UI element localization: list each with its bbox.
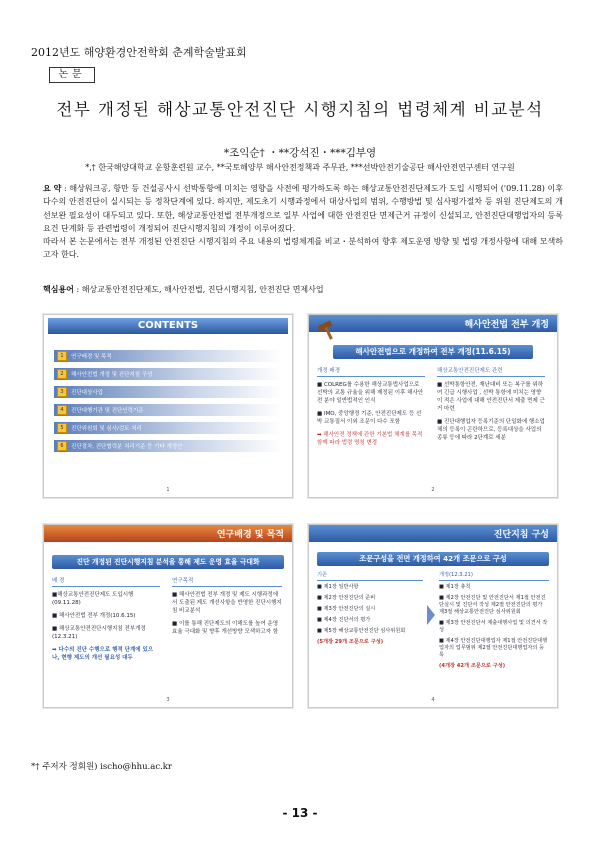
list-item: ■ 선박통항안전, 재난대비 또는 복구를 위하여 긴급 시행사업 , 선박 통항에 미치는 영향이 적은 사업에 대해 안전진단서 제출 면제 근거 마련 [437, 382, 545, 412]
list-item: ■ 해사안전법 전부 개정(10.6.15) [52, 613, 136, 619]
list-item: ■ 제5장 해상교통안전진단 심사위원회 [317, 628, 406, 634]
right-column [437, 367, 545, 447]
slide-background [43, 524, 293, 708]
list-item: ■ IMO, 중앙행정 기준, 안전진단제도 등 선박 교통질서 이외 조문이 다수 포함 [317, 411, 422, 425]
slide-law-revision [308, 314, 558, 498]
keywords-text: : 해상교통안전진단제도, 해사안전법, 진단시행지침, 안전진단 면제사업 [76, 285, 324, 294]
summary-text: (5개장 29개 조문으로 구성) [317, 639, 384, 645]
list-item: ■ 제4장 안전진단대행업자 제1절 안전진단대행업자의 업무범위 제2절 안전진단대행업자의 등록 [439, 638, 548, 658]
column-heading: 연구목적 [172, 577, 282, 587]
conference-header: 2012년도 해양환경안전학회 춘계학술발표회 [31, 46, 247, 59]
list-item: ■ 제3장 안전진단의 실시 [317, 606, 376, 612]
column-heading: 기존 [317, 572, 423, 581]
abstract-text-2: 따라서 본 논문에서는 전부 개정된 안전진단 시행지침의 주요 내용의 법령체계를 비교・분석하여 향후 제도운영 방향 및 법령 개정사항에 대해 모색하고자 한다. [43, 237, 563, 260]
summary-text: (4개장 42개 조문으로 구성) [439, 663, 506, 669]
authors: *조익순† ・**강석진・***김부영 [223, 147, 377, 159]
number-badge: 6 [57, 441, 67, 451]
right-column [172, 577, 282, 641]
list-item: ■ COLREG를 수용한 해상교통법사업으로 선박의 교통 규율을 위해 제정된 이후 해사안전 분야 일반법적인 인식 [317, 382, 424, 404]
conclusion-text: ➡ 해사안전 정책에 관한 기본법 체계를 목적 함께 따라 법령 명칭 변경 [317, 432, 423, 446]
arrow-right-icon [427, 605, 435, 625]
list-item: 5 진단위원회 및 심사/검토 처리 [54, 422, 282, 434]
list-item: ■ 제3장 안전진단서 제출대행사업 및 의견서 작성 [439, 620, 548, 633]
number-badge: 4 [57, 405, 67, 415]
slide-contents [43, 314, 293, 498]
slide-headline: 진단 개정된 진단시행지침 분석을 통해 제도 운영 효율 극대화 [52, 555, 284, 569]
paper-title: 전부 개정된 해상교통안전진단 시행지침의 법령체계 비교분석 [56, 100, 544, 119]
abstract [43, 182, 563, 262]
slide-number: 4 [431, 697, 435, 703]
slide-title: CONTENTS [48, 318, 288, 334]
list-item: ■ 해사안전법 전부 개정 및 제도 시행과정에서 도출된 제도 개선사항을 반영한 진단시행지침 비교분석 [172, 592, 282, 614]
left-column [317, 572, 423, 650]
slide-number: 2 [431, 487, 435, 493]
slide-number: 3 [166, 697, 170, 703]
slide-header-bar [309, 525, 557, 542]
list-item: 6 진단절차, 진단협력분 처리기준 등 기타 개정안 [54, 440, 282, 452]
slide-number: 1 [166, 487, 170, 493]
slide-header-bar [309, 315, 557, 332]
slide-header-bar [44, 525, 292, 542]
list-item: 1 연구배경 및 목적 [54, 350, 282, 362]
contents-list [54, 350, 282, 458]
list-item: ■ 진단대행업자 등록기준의 단일화에 행소업체의 등록이 곤란하므로, 등록대상을 사업의 종류 등에 따라 2단계로 세분 [437, 419, 545, 441]
list-item: ■ 제2장 안전진단의 준비 [317, 595, 376, 601]
column-heading: 개정 배경 [317, 367, 425, 377]
abstract-label: 요 약 [43, 183, 62, 193]
left-column [317, 367, 425, 452]
list-item: ■ 이를 통해 진단제도의 이해도를 높여 운영 효율 극대화 및 향후 개선방향 모색하고자 함 [172, 621, 279, 635]
affiliation: *,† 한국해양대학교 운항훈련원 교수, **국토해양부 해사안전정책과 주무관, ***선박안전기술공단 해사안전연구센터 연구원 [85, 163, 515, 172]
slide-title: 해사안전법 전부 개정 [464, 320, 549, 330]
list-item: ■ 제1장 총칙 [439, 584, 471, 590]
column-heading: 개정(12.3.21) [439, 572, 549, 581]
list-item: ■ 해상교통안전진단시행지침 전부개정 (12.3.21) [52, 626, 146, 640]
abstract-text: : 해상워크공, 항만 등 건설공사시 선박통항에 미치는 영향을 사전에 평가하도록 하는 해상교통안전진단제도가 도입 시행되어 ('09.11.28) 이후 다수의 안전진단이 실시되는 등 정착단계에 있다. 하지만, 제도초기 시행과정에서 대상사업의 범위, 수행방법 및 심사평가절차 등 위원 진단제도의 개선보완 필요성이 대두되고 있다. 또한, 해상교통안전법 전부개정으로 일부 사업에 대한 안전진단 면제근거 규정이 신설되고, 안전진단대행업자의 등록요건 단계화 등 관련법령이 개정되어 진단시행지침의 개정이 이루어졌다. [43, 184, 563, 233]
number-badge: 2 [57, 369, 67, 379]
slide-title: 진단지침 구성 [493, 530, 549, 540]
list-item: ■해상교통안전진단제도 도입시행 (09.11.28) [52, 592, 134, 606]
number-badge: 1 [57, 351, 67, 361]
left-column [52, 577, 160, 667]
list-item: 3 진단대상사업 [54, 386, 282, 398]
right-column [439, 572, 549, 674]
list-item: 4 진단대행기관 및 진단인력기준 [54, 404, 282, 416]
column-heading: 배 경 [52, 577, 160, 587]
list-item: 2 해사안전법 개정 및 진단지침 구성 [54, 368, 282, 380]
number-badge: 5 [57, 423, 67, 433]
slide-guideline-structure [308, 524, 558, 708]
paper-type-tag: 논문 [49, 67, 95, 83]
conclusion-text: ➡ 다수의 진단 수행으로 행적 단계에 있으나, 현행 제도의 개선 필요성 대두 [52, 647, 154, 661]
column-heading: 해상교통안전진단제도 관련 [437, 367, 545, 377]
gavel-icon [315, 319, 345, 341]
list-item: ■ 제2장 안전진단 및 안전진단서 제1절 안전진단실시 및 진단서 작성 제2절 안전진단의 평가 제3절 해상교통안전진단 심사위원회 [439, 595, 546, 615]
footnote: *† 주저자 정회원) ischo@hhu.ac.kr [31, 762, 172, 772]
list-item: ■ 제1장 일반사항 [317, 584, 359, 590]
keywords-label: 핵심용어 [43, 284, 74, 294]
keywords [43, 284, 563, 295]
slide-headline: 조문구성을 전면 개정하여 42개 조문으로 구성 [317, 552, 549, 566]
slide-headline: 해사안전법으로 개정하여 전부 개정(11.6.15) [333, 345, 533, 359]
number-badge: 3 [57, 387, 67, 397]
slide-title: 연구배경 및 목적 [216, 530, 284, 540]
list-item: ■ 제4장 진단서의 평가 [317, 617, 371, 623]
page-number: - 13 - [282, 806, 318, 820]
